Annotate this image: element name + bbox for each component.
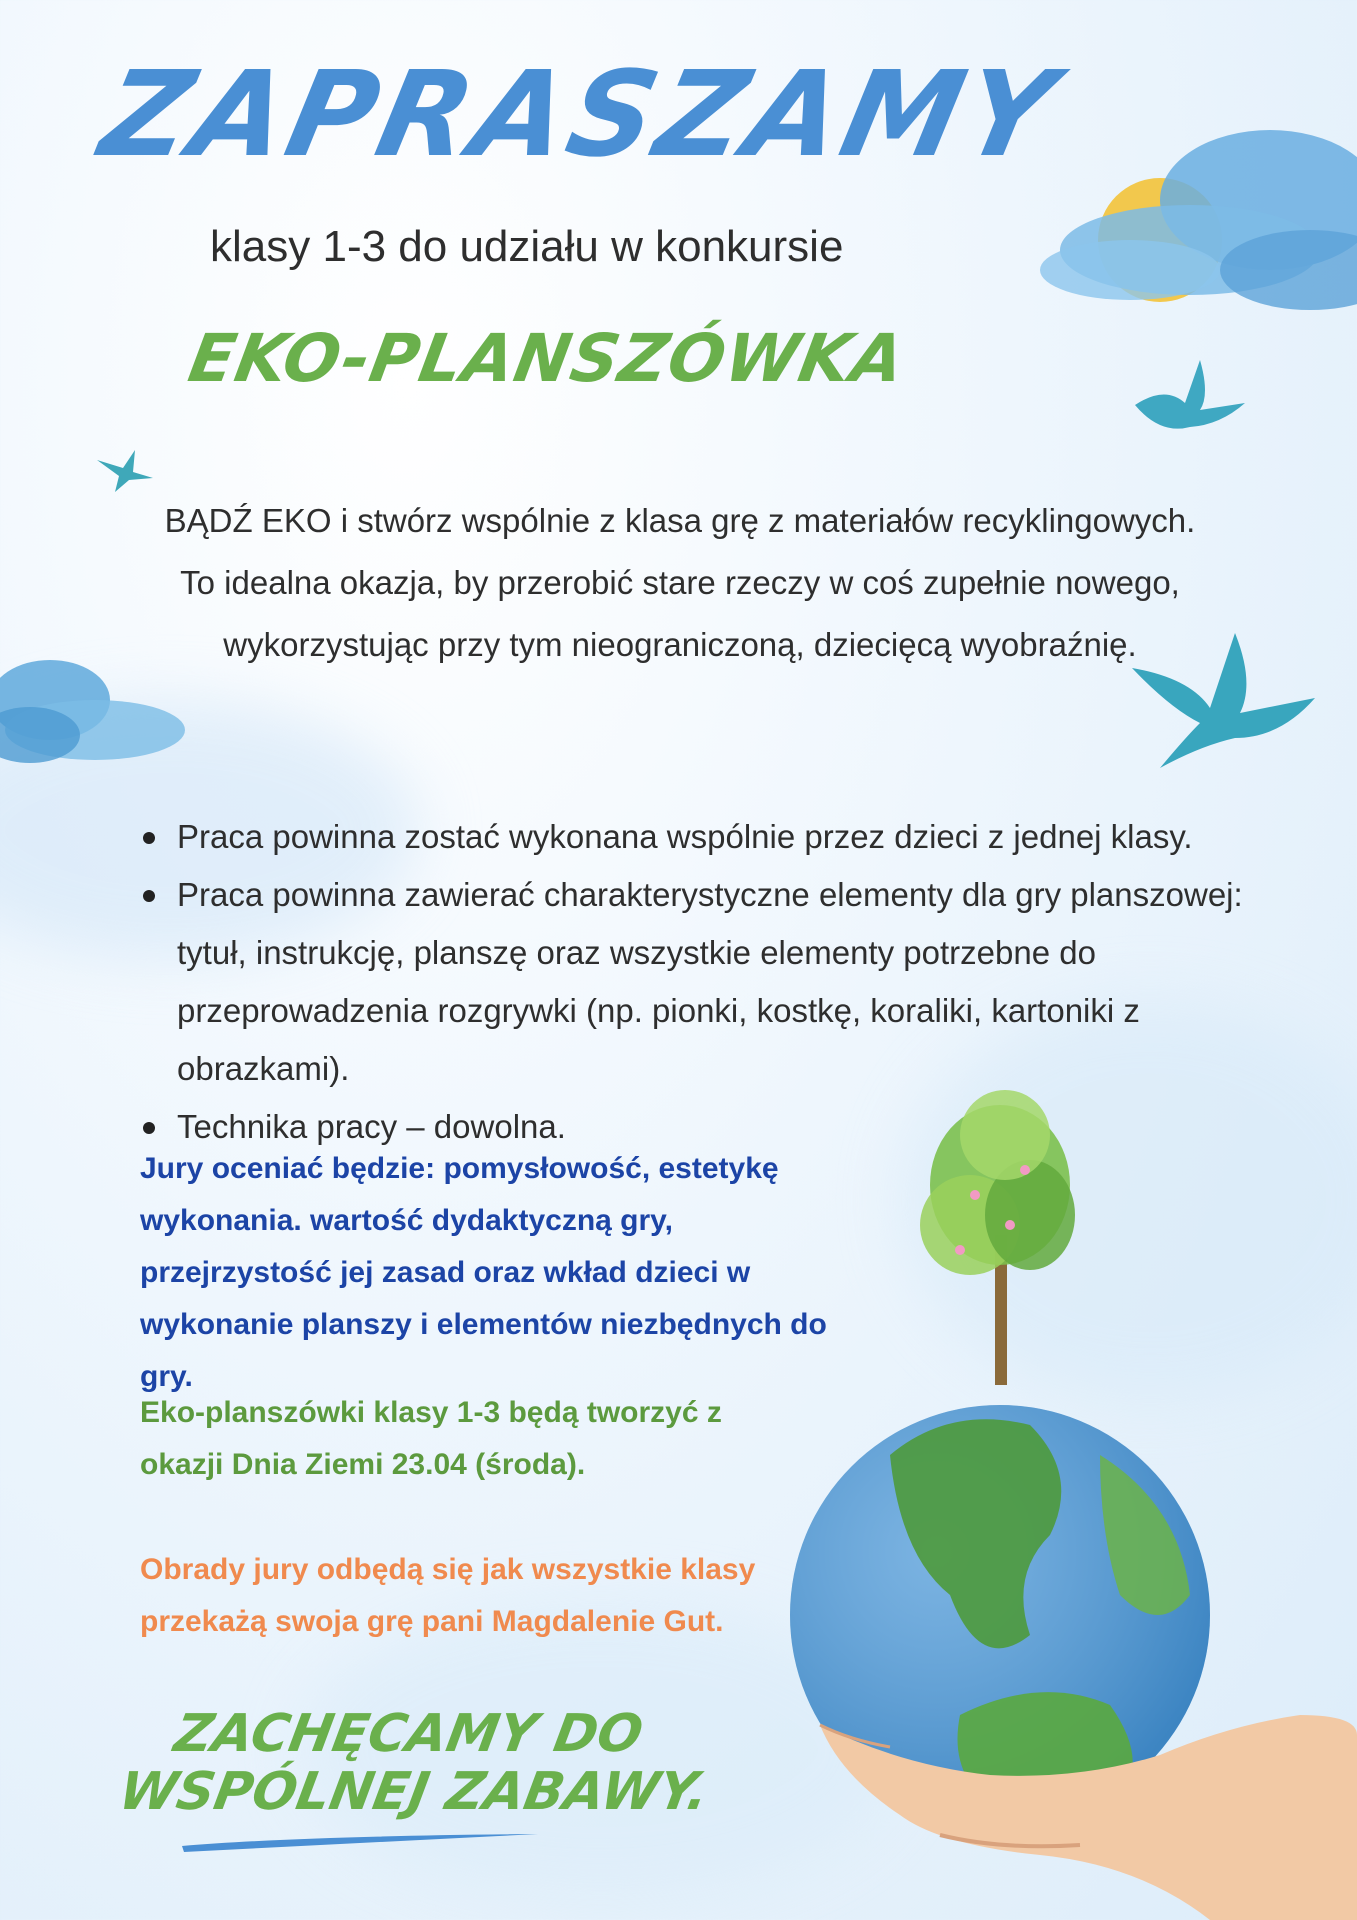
list-item: Praca powinna zawierać charakterystyczne elementy dla gry planszowej: tytuł, instrukcję, planszę oraz wszystkie elementy potrzebne do przeprowadzenia rozgrywki (np. pionki, kostkę, koraliki, kartoniki z obrazkami). (140, 866, 1290, 1098)
list-item: Praca powinna zostać wykonana wspólnie przez dzieci z jednej klasy. (140, 808, 1290, 866)
intro-text (120, 490, 1240, 676)
jury-text: Jury oceniać będzie: pomysłowość, estetykę wykonania. wartość dydaktyczną gry, przejrzystość jej zasad oraz wkład dzieci w wykonanie planszy i elementów niezbędnych do gry. (140, 1152, 827, 1393)
list-item: Technika pracy – dowolna. (140, 1098, 1290, 1156)
closing-line: ZACHĘCAMY DO (169, 1704, 648, 1764)
subtitle: klasy 1-3 do udziału w konkursie (210, 222, 844, 271)
intro-line: wykorzystując przy tym nieograniczoną, dziecięcą wyobraźnię. (223, 626, 1137, 663)
bird-icon (1130, 355, 1250, 445)
bird-icon (95, 448, 155, 493)
contest-name: EKO-PLANSZÓWKA (183, 320, 911, 397)
closing-slogan (115, 1705, 723, 1821)
page-title: ZAPRASZAMY (90, 45, 1070, 183)
jury-meeting-text: Obrady jury odbędą się jak wszystkie klasy przekażą swoja grę pani Magdalenie Gut. (140, 1553, 756, 1638)
earth-globe-icon (780, 1075, 1357, 1920)
closing-line: WSPÓLNEJ ZABAWY. (114, 1762, 714, 1822)
intro-line: To idealna okazja, by przerobić stare rzeczy w coś zupełnie nowego, (180, 564, 1180, 601)
intro-line: BĄDŹ EKO i stwórz wspólnie z klasa grę z materiałów recyklingowych. (164, 502, 1196, 539)
brush-underline (180, 1830, 540, 1854)
earth-day-text: Eko-planszówki klasy 1-3 będą tworzyć z okazji Dnia Ziemi 23.04 (środa). (140, 1396, 722, 1481)
cloud-with-sun-icon (1010, 70, 1357, 310)
